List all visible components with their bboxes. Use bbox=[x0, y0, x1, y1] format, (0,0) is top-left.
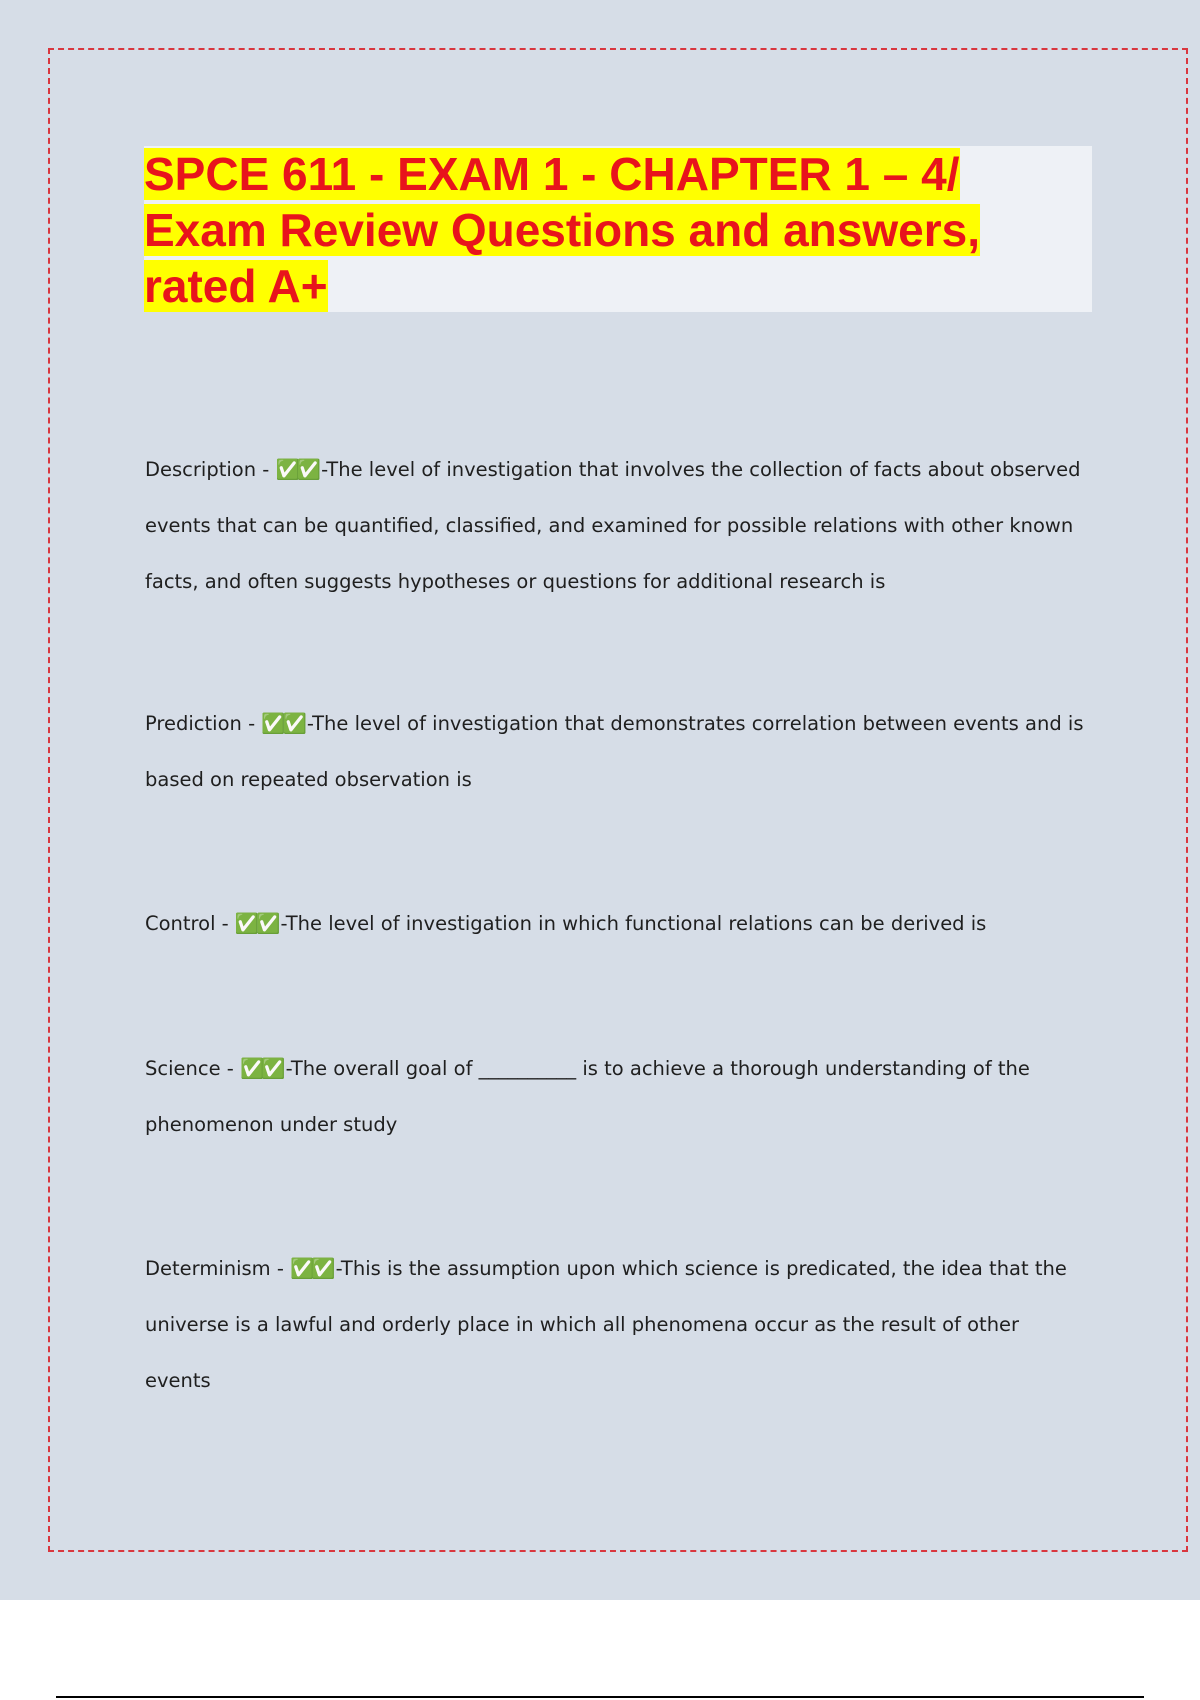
entry-definition: -The level of investigation that involves the collection of facts about observed events that can be quantified, classified, and examined for possible relations with other known facts, and often suggests hypotheses or questions for additional research is bbox=[145, 458, 1081, 593]
document-title bbox=[144, 146, 1092, 314]
entry-determinism bbox=[145, 1241, 1085, 1409]
entry-definition: -This is the assumption upon which science is predicated, the idea that the universe is a lawful and orderly place in which all phenomena occur as the result of other events bbox=[145, 1257, 1067, 1392]
entry-control bbox=[145, 896, 1085, 952]
title-box bbox=[144, 146, 1092, 312]
entry-term: Control - bbox=[145, 912, 235, 935]
entry-science bbox=[145, 1041, 1085, 1153]
entry-definition: -The overall goal of __________ is to achieve a thorough understanding of the phenomenon under study bbox=[145, 1057, 1030, 1136]
title-line-1: SPCE 611 - EXAM 1 - CHAPTER 1 – 4/ bbox=[144, 148, 960, 200]
entry-prediction bbox=[145, 696, 1085, 808]
double-check-icon: ✅✅ bbox=[290, 1257, 333, 1280]
entry-description bbox=[145, 442, 1085, 610]
double-check-icon: ✅✅ bbox=[261, 712, 304, 735]
title-line-3: rated A+ bbox=[144, 260, 328, 312]
double-check-icon: ✅✅ bbox=[234, 912, 278, 935]
entry-term: Science - bbox=[145, 1057, 241, 1080]
title-line-2: Exam Review Questions and answers, bbox=[144, 204, 980, 256]
double-check-icon: ✅✅ bbox=[240, 1057, 283, 1080]
entry-definition: -The level of investigation that demonstrates correlation between events and is based on repeated observation is bbox=[145, 712, 1084, 791]
footer-rule bbox=[56, 1696, 1144, 1698]
entry-term: Description - bbox=[145, 458, 276, 481]
double-check-icon: ✅✅ bbox=[275, 458, 319, 481]
entry-definition: -The level of investigation in which functional relations can be derived is bbox=[280, 912, 987, 935]
entry-term: Determinism - bbox=[145, 1257, 291, 1280]
entry-term: Prediction - bbox=[145, 712, 262, 735]
